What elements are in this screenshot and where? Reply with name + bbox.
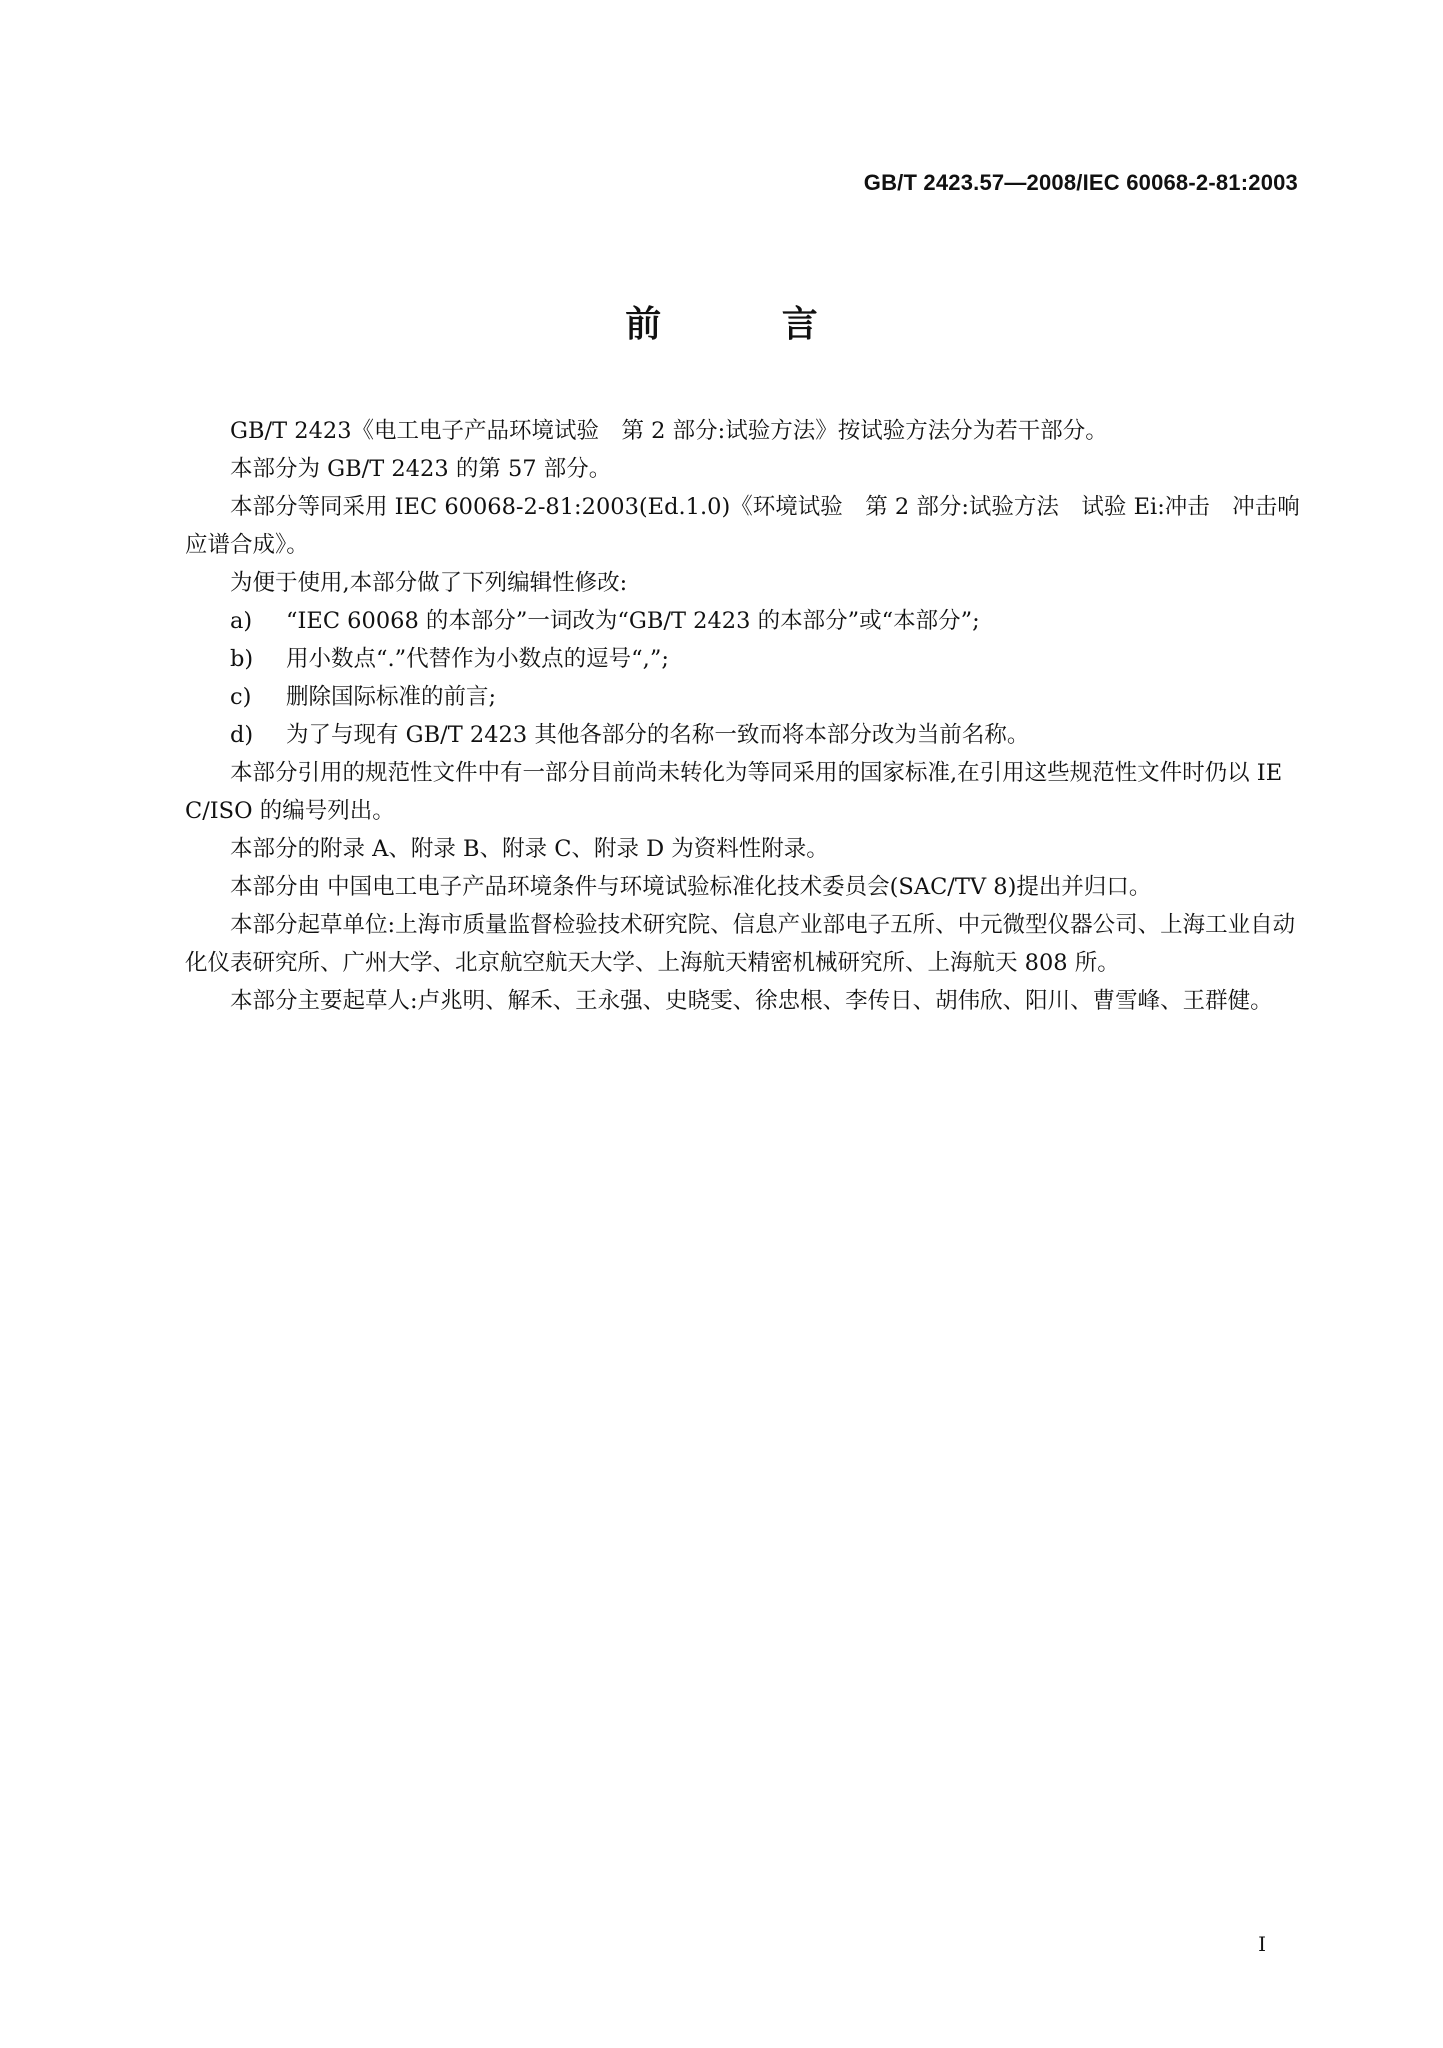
list-item xyxy=(185,716,1305,754)
page-number: I xyxy=(1258,1932,1266,1956)
foreword-body xyxy=(185,412,1305,1020)
paragraph-annexes: 本部分的附录 A、附录 B、附录 C、附录 D 为资料性附录。 xyxy=(230,836,829,862)
list-item-text: 为了与现有 GB/T 2423 其他各部分的名称一致而将本部分改为当前名称。 xyxy=(286,722,1030,748)
paragraph-edits-intro: 为便于使用,本部分做了下列编辑性修改: xyxy=(230,570,628,596)
list-item-marker: c) xyxy=(230,684,252,710)
list-item-marker: b) xyxy=(230,646,254,672)
list-item xyxy=(185,678,1305,716)
list-item-text: “IEC 60068 的本部分”一词改为“GB/T 2423 的本部分”或“本部分”; xyxy=(286,608,980,634)
paragraph-drafting-units: 本部分起草单位:上海市质量监督检验技术研究院、信息产业部电子五所、中元微型仪器公司、上海工业自动化仪表研究所、广州大学、北京航空航天大学、上海航天精密机械研究所、上海航天 808 所。 xyxy=(185,912,1296,976)
standard-code-header: GB/T 2423.57—2008/IEC 60068-2-81:2003 xyxy=(863,170,1298,195)
paragraph-part-number: 本部分为 GB/T 2423 的第 57 部分。 xyxy=(230,456,612,482)
paragraph-scope: GB/T 2423《电工电子产品环境试验 第 2 部分:试验方法》按试验方法分为若干部分。 xyxy=(230,418,1108,444)
list-item-marker: a) xyxy=(230,608,253,634)
page-title: 前 言 xyxy=(625,304,872,345)
paragraph-adoption: 本部分等同采用 IEC 60068-2-81:2003(Ed.1.0)《环境试验 第 2 部分:试验方法 试验 Ei:冲击 冲击响应谱合成》。 xyxy=(185,494,1300,558)
list-item xyxy=(185,640,1305,678)
list-item-text: 用小数点“.”代替作为小数点的逗号“,”; xyxy=(286,646,669,672)
list-item xyxy=(185,602,1305,640)
paragraph-drafters: 本部分主要起草人:卢兆明、解禾、王永强、史晓雯、徐忠根、李传日、胡伟欣、阳川、曹雪峰、王群健。 xyxy=(230,988,1273,1014)
list-item-text: 删除国际标准的前言; xyxy=(286,684,497,710)
paragraph-proposer: 本部分由 中国电工电子产品环境条件与环境试验标准化技术委员会(SAC/TV 8)提出并归口。 xyxy=(230,874,1152,900)
list-item-marker: d) xyxy=(230,722,254,748)
paragraph-normative-references: 本部分引用的规范性文件中有一部分目前尚未转化为等同采用的国家标准,在引用这些规范性文件时仍以 IEC/ISO 的编号列出。 xyxy=(185,760,1283,824)
edit-list xyxy=(185,602,1305,754)
